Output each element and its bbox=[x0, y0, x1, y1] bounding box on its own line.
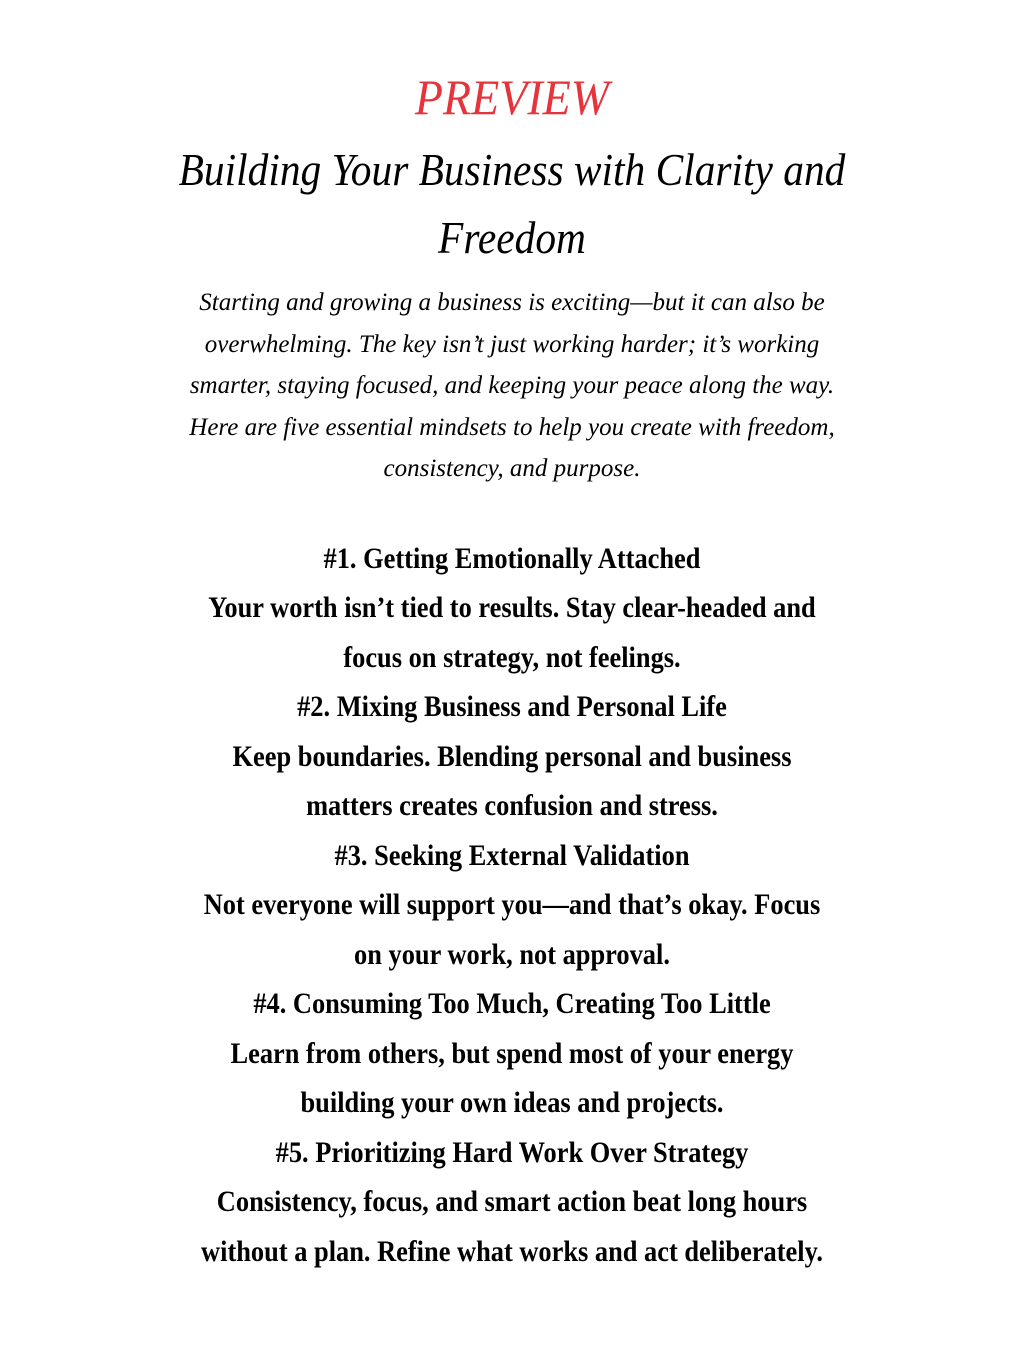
mindset-description-line: building your own ideas and projects. bbox=[300, 1086, 724, 1119]
intro-line: overwhelming. The key isn’t just working harder; it’s working bbox=[204, 330, 820, 358]
mindsets-list bbox=[112, 534, 912, 1277]
mindset-description-line: matters creates confusion and stress. bbox=[306, 789, 718, 822]
mindset-heading: #1. Getting Emotionally Attached bbox=[323, 541, 701, 575]
mindset-heading: #3. Seeking External Validation bbox=[334, 838, 690, 872]
mindset-description-line: on your work, not approval. bbox=[354, 937, 670, 971]
intro-line: consistency, and purpose. bbox=[383, 455, 641, 482]
mindset-heading: #4. Consuming Too Much, Creating Too Little bbox=[253, 987, 771, 1020]
mindset-item-3 bbox=[112, 831, 912, 980]
mindset-description-line: Your worth isn’t tied to results. Stay clear-headed and bbox=[208, 591, 816, 624]
mindset-description-line: Consistency, focus, and smart action beat long hours bbox=[216, 1185, 808, 1218]
intro-line: Starting and growing a business is exciting—but it can also be bbox=[199, 289, 825, 316]
mindset-description-line: without a plan. Refine what works and act deliberately. bbox=[201, 1234, 823, 1268]
mindset-heading: #2. Mixing Business and Personal Life bbox=[297, 690, 727, 723]
mindset-description-line: Not everyone will support you—and that’s okay. Focus bbox=[203, 888, 821, 921]
intro-paragraph bbox=[152, 282, 872, 490]
mindset-item-1 bbox=[112, 534, 912, 683]
mindset-item-5 bbox=[112, 1128, 912, 1277]
mindset-description-line: Learn from others, but spend most of your energy bbox=[230, 1036, 794, 1070]
mindset-description-line: Keep boundaries. Blending personal and business bbox=[232, 739, 792, 773]
intro-line: Here are five essential mindsets to help you create with freedom, bbox=[189, 413, 835, 441]
title-line-2: Freedom bbox=[438, 212, 586, 263]
preview-label: PREVIEW bbox=[414, 69, 610, 125]
intro-line: smarter, staying focused, and keeping your peace along the way. bbox=[189, 372, 835, 399]
mindset-item-2 bbox=[112, 682, 912, 831]
mindset-description-line: focus on strategy, not feelings. bbox=[343, 640, 681, 674]
title-line-1: Building Your Business with Clarity and bbox=[178, 144, 846, 195]
mindset-heading: #5. Prioritizing Hard Work Over Strategy bbox=[275, 1135, 749, 1169]
document-title bbox=[170, 136, 854, 272]
mindset-item-4 bbox=[112, 979, 912, 1128]
